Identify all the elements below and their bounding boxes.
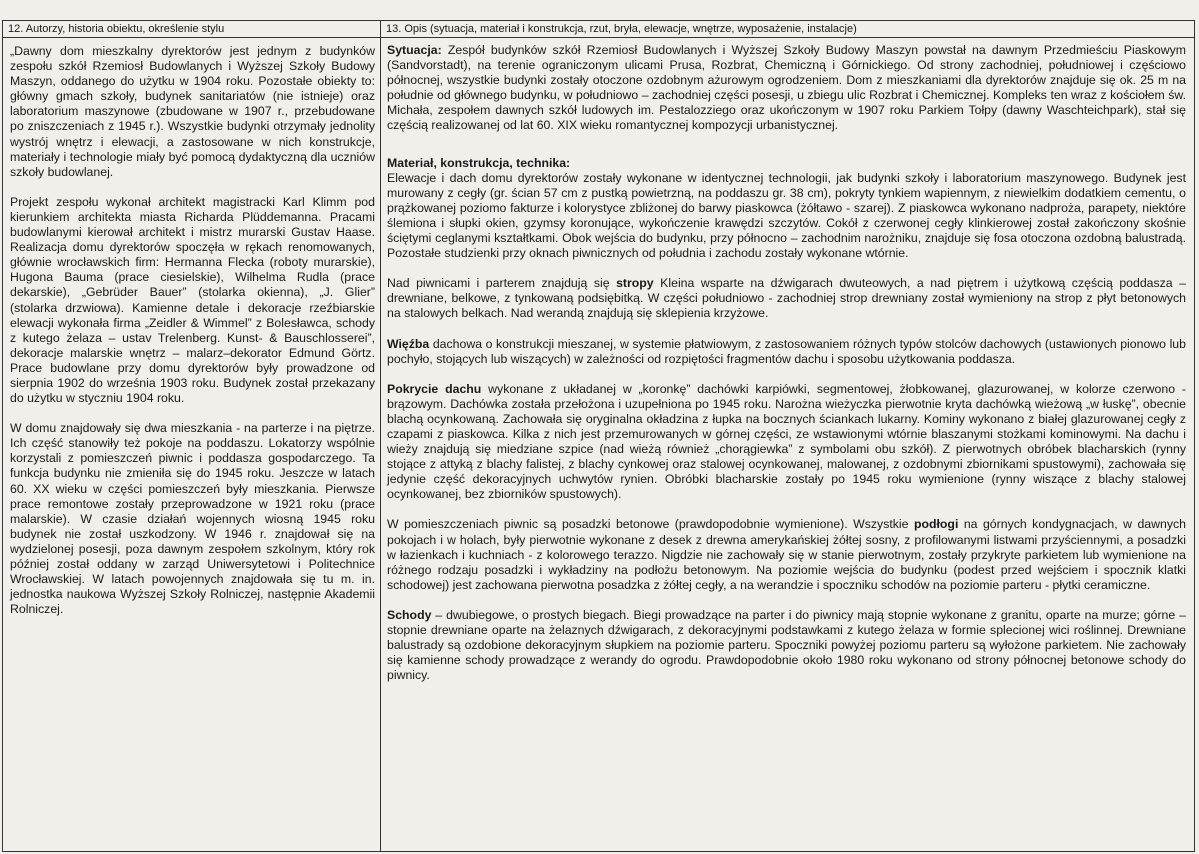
roof-truss-keyword: Więźba: [387, 336, 430, 351]
floors-pre: W pomieszczeniach piwnic są posadzki betonowe (prawdopodobnie wymienione). Wszystkie: [387, 517, 914, 532]
material-heading-text: Materiał, konstrukcja, technika:: [387, 155, 571, 170]
roof-truss-paragraph: [387, 337, 1186, 367]
history-paragraph-2: Projekt zespołu wykonał architekt magistracki Karl Klimm pod kierunkiem architekta miasta Richarda Plüddemanna. Pracami budowlanymi kierował architekt i mistrz murarski Gustav Haase. Realizacja domu dyrektorów spoczęła w rękach renomowanych, głównie wrocławskich firm: Hermanna Flecka (roboty murarskie), Hugona Bauma (prace ciesielskie), Wilhelma Rudla (prace dekarskie), „Gebrüder Bauer” (stolarka okienna), „J. Glier” (stolarka drzwiowa). Kamienne detale i dekoracje rzeźbiarskie elewacji wykonała firma „Zeidler & Wimmel” z Bolesławca, schody z kutego żelaza – ustav Trelenberg. Kunst- & Bauschlosserei”, dekoracje malarskie wnętrz – malarz–dekorator Edmund Görtz. Prace budowlane przy domu dyrektorów były prowadzone od sierpnia 1902 do września 1903 roku. Budynek został przekazany do użytku w styczniu 1904 roku.: [10, 194, 375, 406]
situation-paragraph: [387, 43, 1186, 134]
history-paragraph-1: „Dawny dom mieszkalny dyrektorów jest jednym z budynków zespołu szkół Rzemiosł Budowlanych i Wyższej Szkoły Budowy Maszyn, oddanego do użytku w 1904 roku. Pozostałe obiekty to: główny gmach szkoły, budynek sanitariatów (nie istnieje) oraz laboratorium maszynowe (zbudowane w 1907 r., przebudowane po zniszczeniach z 1945 r.). Wszystkie budynki otrzymały jednolity wystrój wnętrz i elewacji, a zastosowane w nich konstrukcje, materiały i technologie miały być pomocą dydaktyczną dla uczniów szkoły budowlanej.: [10, 44, 375, 179]
material-text: Elewacje i dach domu dyrektorów zostały wykonane w identycznej technologii, jak budynki szkoły i laboratorium maszynowego. Budynek jest murowany z cegły (gr. ścian 57 cm z pustką powietrzną, na poddaszu gr. 38 cm), pokryty tynkiem wapiennym, z niewielkim dodatkiem cementu, o prążkowanej poziomo fakturze i kolorystyce zbliżonej do barwy piaskowca (żółtawo - szarej). Z piaskowca wykonano nadproża, parapety, niektóre ślemiona i słupki okien, gzymsy koronujące, wykończenie krawędzi szczytów. Cokół z czerwonej cegły klinkierowej został zakończony skośnie ściętymi ceglanymi kształtkami. Obok wejścia do budynku, przy północno – zachodnim narożniku, znajduje się fosa otoczona ozdobną balustradą. Pozostałe studzienki przy oknach piwnicznych od południa i zachodu zostały wykonane wtórnie.: [387, 170, 1186, 261]
ceilings-keyword: stropy: [616, 276, 654, 291]
floors-keyword: podłogi: [913, 517, 959, 532]
ceilings-text: Kleina wsparte na dźwigarach dwuteowych, a nad piętrem i użytkową częścią poddasza – drewniane, belkowe, z tynkowaną podsiębitką. W części południowo - zachodniej strop drewniany został wymieniony na strop z płyt betonowych na stalowych belkach. Nad werandą znajdują się sklepienia krzyżowe.: [387, 276, 1186, 321]
roofing-text: wykonane z układanej w „koronkę” dachówki karpiówki, segmentowej, żłobkowanej, glazurowanej, w kolorze czerwono - brązowym. Dachówka została przełożona i uzupełniona po 1945 roku. Narożna wieżyczka pierwotnie kryta dachówką wieżową „w łuskę”, obecnie blachą ocynkowaną. Zachowała się oryginalna okładzina z łupka na bocznych ściankach lukarny. Kominy wykonano z białej glazurowanej cegły z czapami z piaskowca. Kilka z nich jest przemurowanych w górnej części, ze wstawionymi wtórnie blaszanymi stożkami kominowymi. Na dachu i wieży znajdują się miedziane szpice (nad wieżą również „chorągiewka” z symbolami obu szkół). Z pierwotnych obróbek blacharskich (rynny stojące z attyką z blachy falistej, z blachy cynkowej oraz stalowej ocynkowanej, malowanej, z ozdobnymi zbiornikami spustowymi), zachowała się jedynie część dekoracyjnych uchwytów rynien. Obróbki blacharskie zostały po 1945 roku wymienione (rynny wiszące z blachy stalowej ocynkowanej, bez zbiorników spustowych).: [387, 381, 1186, 502]
material-heading: [387, 156, 1186, 171]
stairs-paragraph: [387, 608, 1186, 683]
ceilings-pre: Nad piwnicami i parterem znajdują się: [387, 276, 617, 291]
situation-heading: Sytuacja:: [387, 43, 442, 57]
history-paragraph-3: W domu znajdowały się dwa mieszkania - na parterze i na piętrze. Ich część stanowiły też pokoje na poddaszu. Lokatorzy wspólnie korzystali z pomieszczeń piwnic i poddasza gospodarczego. Ta funkcja budynku nie zmieniła się do 1945 roku. Jeszcze w latach 60. XX wieku w części pomieszczeń były mieszkania. Pierwsze prace remontowe zostały przeprowadzone w 1921 roku (prace malarskie). W czasie działań wojennych wiosną 1945 roku budynek nie został uszkodzony. W 1946 r. znajdował się na wydzielonej posesji, poza dawnym zespołem szkolnym, który rok później został oddany w zarząd Uniwersytetowi i Politechnice Wrocławskiej. W latach powojennych znajdowała się tu m. in. jednostka naukowa Wyższej Szkoły Rolniczej, następnie Akademii Rolniczej.: [10, 421, 375, 617]
roofing-keyword: Pokrycie dachu: [387, 381, 482, 396]
situation-text: Zespół budynków szkół Rzemiosł Budowlanych i Wyższej Szkoły Budowy Maszyn powstał na dawnym Przedmieściu Piaskowym (Sandvorstadt), na terenie ograniczonym ulicami Prusa, Rozbrat, Chemiczną i Górnickiego. Od strony zachodniej, południowej i częściowo północnej, wszystkie budynki zostały otoczone ozdobnym ażurowym ogrodzeniem. Dom z mieszkaniami dla dyrektorów znajduje się ok. 25 m na południe od głównego budynku, w południowo – zachodniej części posesji, u zbiegu ulic Rozbrat i Chemicznej. Kompleks ten wraz z kościołem św. Michała, zespołem dawnych szkół ludowych im. Pestalozziego oraz ukończonym w 1907 roku Parkiem Tołpy (dawny Waschteichpark), stał się częścią realizowanej od lat 60. XIX wieku romantycznej kompozycji urbanistycznej.: [387, 43, 1186, 133]
section-13-header: 13. Opis (sytuacja, materiał i konstrukcja, rzut, bryła, elewacje, wnętrze, wyposażenie, instalacje): [381, 20, 1195, 38]
roof-truss-text: dachowa o konstrukcji mieszanej, w systemie płatwiowym, z zastosowaniem różnych typów stolców dachowych (ustawionych pionowo lub pochyło, stojących lub wiszących) w zależności od rozpiętości fragmentów dachu i sposobu użytkowania poddasza.: [387, 336, 1186, 366]
record-sheet: [2, 20, 1195, 852]
description-column: [381, 38, 1195, 852]
history-column: [2, 38, 381, 852]
ceilings-paragraph: [387, 276, 1186, 321]
floors-text: na górnych kondygnacjach, w dawnych pokojach i w holach, były pierwotnie wykonane z desek z drewna amerykańskiej żółtej sosny, z profilowanymi listwami przyściennymi, a posadzki w łazienkach i kuchniach - z kolorowego terazzo. Nigdzie nie zachowały się w stanie pierwotnym, zostały przykryte parkietem lub wymienione na różnego rodzaju posadzki i wykładziny na podłożu betonowym. Na poziomie wejścia do budynku (podest przed wejściem i spocznik klatki schodowej) jest zachowana pierwotna posadzka z żółtej cegły, a na werandzie i spoczniku schodów na poziomie parteru - płytki ceramiczne.: [387, 517, 1186, 592]
stairs-keyword: Schody: [387, 607, 432, 622]
section-12-header: 12. Autorzy, historia obiektu, określenie stylu: [2, 20, 381, 38]
stairs-text: – dwubiegowe, o prostych biegach. Biegi prowadzące na parter i do piwnicy mają stopnie wykonane z granitu, oparte na murze; górne – stopnie drewniane oparte na żelaznych dźwigarach, z dekoracyjnymi podstawkami z kutego żelaza w formie splecionej wici roślinnej. Drewniane balustrady są ozdobione dekoracyjnym słupkiem na poziomie parteru. Spoczniki powyżej poziomu parteru są wyłożone parkietem. Nie zachowały się kamienne schody prowadzące z werandy do ogrodu. Prawdopodobnie około 1980 roku wykonano od strony północnej betonowe schody do piwnicy.: [387, 607, 1186, 683]
roofing-paragraph: [387, 382, 1186, 503]
floors-paragraph: [387, 517, 1186, 592]
